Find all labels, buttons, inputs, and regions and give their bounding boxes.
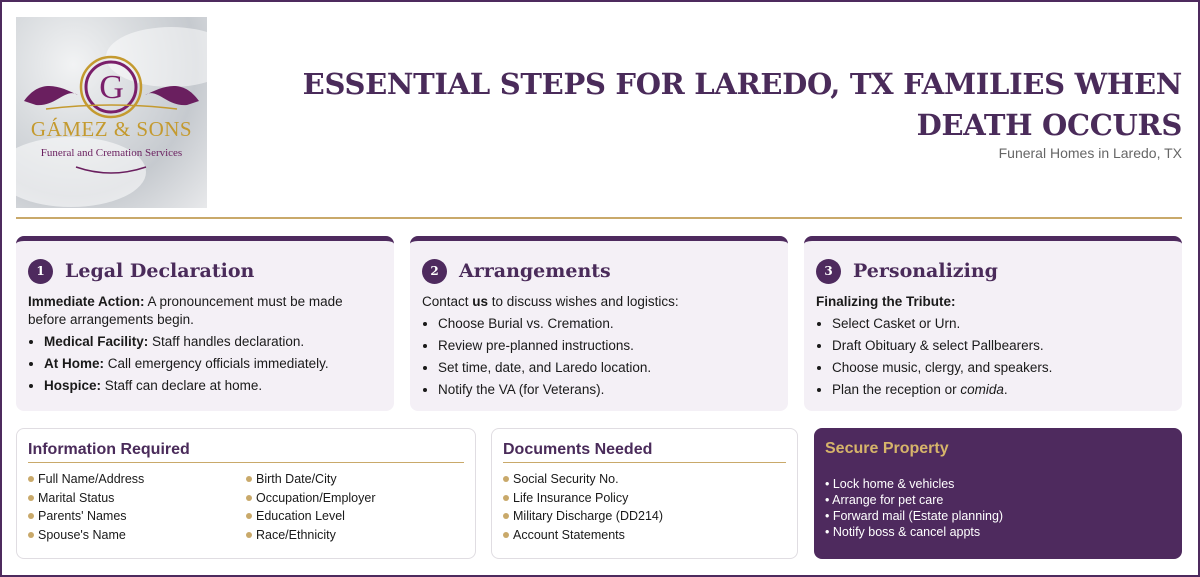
list-item: • Forward mail (Estate planning) [825,509,1004,523]
secure-property-box [814,428,1182,559]
header-divider [16,217,1182,219]
step-intro: Contact us to discuss wishes and logistics: [422,294,679,309]
secure-list [825,476,1171,540]
logo-initial: G [99,69,124,106]
list-item: • Choose music, clergy, and speakers. [832,359,1170,377]
step-number-badge: 2 [422,259,447,284]
box-title: Documents Needed [503,441,786,463]
step-card-personalizing [804,236,1182,411]
bullet-icon [28,513,34,519]
logo-brand: GÁMEZ & SONS [30,117,193,141]
list-item: • Set time, date, and Laredo location. [438,359,776,377]
list-item: • Draft Obituary & select Pallbearers. [832,337,1170,355]
list-item: • At Home: Call emergency officials immediately. [44,355,382,373]
list-item: • Plan the reception or comida. [832,381,1170,399]
step-card-arrangements [410,236,788,411]
list-item: • Select Casket or Urn. [832,315,1170,333]
bullet-icon [28,476,34,482]
list-item: Marital Status [28,489,246,508]
list-item: Social Security No. [503,470,786,489]
box-title: Secure Property [825,440,949,457]
page-subtitle: Funeral Homes in Laredo, TX [998,145,1182,161]
list-item: • Arrange for pet care [825,493,944,507]
bullet-icon [28,532,34,538]
step-list [816,315,1170,399]
bullet-icon [28,495,34,501]
list-item: Military Discharge (DD214) [503,507,786,526]
bullet-icon [503,495,509,501]
bullet-icon [503,476,509,482]
list-item: • Notify boss & cancel appts [825,525,981,539]
list-item: Race/Ethnicity [246,526,446,545]
list-item: • Lock home & vehicles [825,477,955,491]
step-card-legal [16,236,394,411]
step-heading: Legal Declaration [65,260,255,282]
step-number-badge: 1 [28,259,53,284]
list-item: Birth Date/City [246,470,446,489]
list-item: • Hospice: Staff can declare at home. [44,377,382,395]
bullet-icon [246,495,252,501]
logo-emblem-icon [16,17,207,208]
bullet-icon [503,513,509,519]
step-intro: Finalizing the Tribute: [816,294,956,309]
bullet-icon [246,513,252,519]
box-title: Information Required [28,441,464,463]
logo-tagline: Funeral and Cremation Services [40,147,183,159]
step-intro: Immediate Action: A pronouncement must be made before arrangements begin. [28,294,343,327]
list-item: • Medical Facility: Staff handles declaration. [44,333,382,351]
list-item: Parents' Names [28,507,246,526]
documents-needed-box [491,428,798,559]
step-number-badge: 3 [816,259,841,284]
list-item: • Review pre-planned instructions. [438,337,776,355]
list-item: Life Insurance Policy [503,489,786,508]
list-item: Education Level [246,507,446,526]
bullet-icon [246,532,252,538]
step-heading: Personalizing [853,260,998,282]
bullet-icon [503,532,509,538]
list-item: Full Name/Address [28,470,246,489]
info-required-box [16,428,476,559]
list-item: Spouse's Name [28,526,246,545]
list-item: • Choose Burial vs. Cremation. [438,315,776,333]
bullet-icon [246,476,252,482]
list-item: Occupation/Employer [246,489,446,508]
step-heading: Arrangements [459,260,611,282]
page-title: ESSENTIAL STEPS FOR LAREDO, TX FAMILIES WHEN DEATH OCCURS [302,67,1182,142]
company-logo [16,17,207,208]
contact-us-link[interactable]: us [472,294,489,309]
step-list [422,315,776,399]
step-list [28,333,382,395]
list-item: • Notify the VA (for Veterans). [438,381,776,399]
list-item: Account Statements [503,526,786,545]
